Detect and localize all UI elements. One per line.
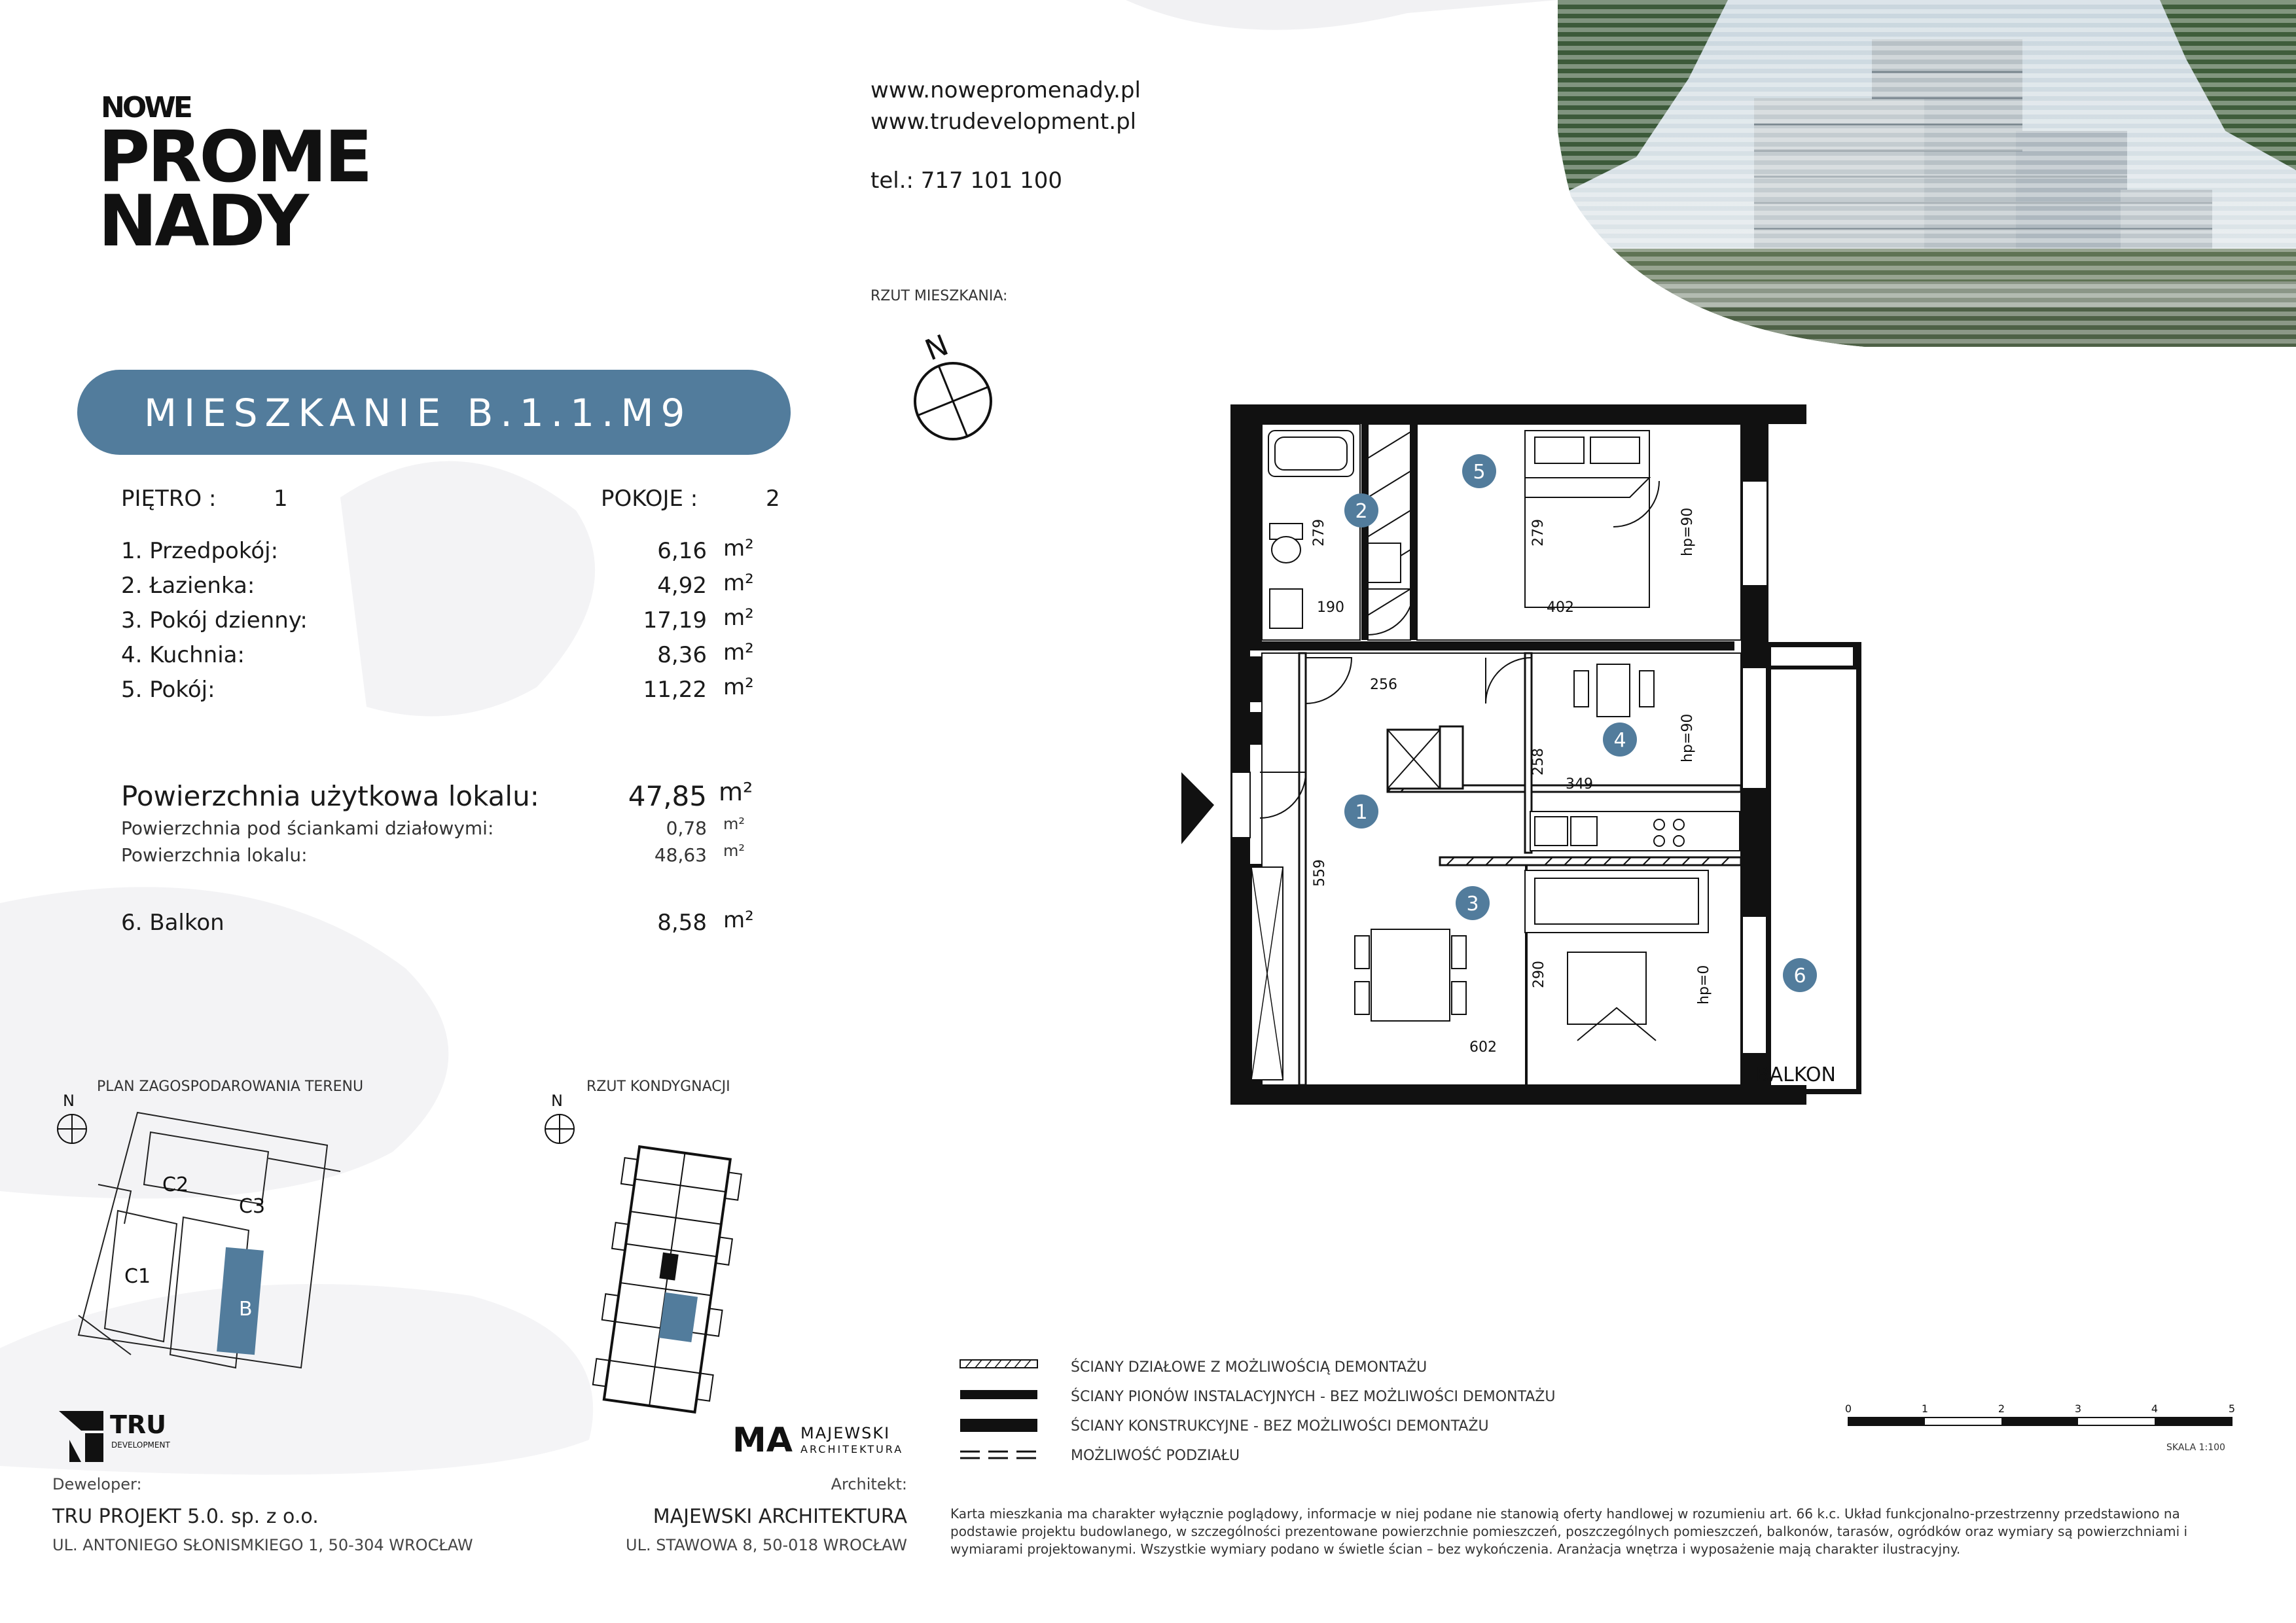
phone-number: tel.: 717 101 100 xyxy=(870,168,1063,194)
building-render-image xyxy=(1558,0,2296,353)
room-1-number: 1 xyxy=(1355,801,1368,824)
logo-line-1: NOWE xyxy=(101,91,190,124)
usable-area-unit: m² xyxy=(719,777,753,806)
balcony-plan-label: BALKON xyxy=(1756,1063,1836,1086)
logo-line-2: PROME xyxy=(98,116,370,198)
dim-living-height: 290 xyxy=(1531,961,1547,988)
usable-area-label: Powierzchnia użytkowa lokalu: xyxy=(121,780,539,812)
logo-line-3: NADY xyxy=(98,181,306,262)
building-floor-plan-map xyxy=(537,1093,753,1433)
room-label: 4. Kuchnia: xyxy=(121,642,245,668)
plan-section-label: RZUT MIESZKANIA: xyxy=(870,288,1008,304)
room-5-number: 5 xyxy=(1473,461,1486,484)
window-height-3: hp=0 xyxy=(1696,965,1712,1005)
room-2-number: 2 xyxy=(1355,500,1368,523)
dim-bathroom-width: 190 xyxy=(1317,599,1344,616)
dim-living-width: 602 xyxy=(1469,1039,1497,1056)
building-c1-label: C1 xyxy=(124,1265,151,1288)
room-unit: m² xyxy=(723,570,754,596)
room-label: 2. Łazienka: xyxy=(121,573,255,599)
room-area: 11,22 xyxy=(643,677,707,703)
developer-address: UL. ANTONIEGO SŁONISMKIEGO 1, 50-304 WROCŁAW xyxy=(52,1536,473,1554)
legend-item: ŚCIANY KONSTRUKCYJNE - BEZ MOŻLIWOŚCI DEMONTAŻU xyxy=(1071,1418,1489,1435)
scale-bar xyxy=(1839,1400,2245,1466)
legend-item: ŚCIANY DZIAŁOWE Z MOŻLIWOŚCIĄ DEMONTAŻU xyxy=(1071,1359,1427,1376)
scale-tick: 4 xyxy=(2151,1402,2159,1415)
majewski-architektura-logo xyxy=(730,1419,913,1458)
balcony-unit: m² xyxy=(723,907,754,933)
room-3-number: 3 xyxy=(1466,893,1479,916)
window-height-2: hp=90 xyxy=(1679,713,1696,762)
room-unit: m² xyxy=(723,674,754,700)
compass-n-label: N xyxy=(920,328,954,368)
rooms-label: POKOJE : xyxy=(601,486,698,512)
room-label: 1. Przedpokój: xyxy=(121,538,279,564)
developer-name: TRU PROJEKT 5.0. sp. z o.o. xyxy=(52,1505,319,1528)
disclaimer-text: Karta mieszkania ma charakter wyłącznie poglądowy, informacje w niej podane nie stanowią oferty handlowej w rozumieniu art. 66 k.c. Układ funkcjonalno-przestrzenny przedstawiono na podstawie projektu budowlanego, w szczególności prezentowane powierzchnie pomieszczeń, poszczególnych pomieszczeń, balkonów, tarasów, ogródków oraz wymiary są powierzchniami i wymiarami projektowanymi. Wszystkie wymiary podano w świetle ścian – bez wykończenia. Aranżacja wnętrza i wyposażenie mają charakter ilustracyjny. xyxy=(950,1506,2188,1557)
scale-tick: 5 xyxy=(2228,1402,2236,1415)
tru-development-logo xyxy=(58,1407,215,1466)
ma-logo-line1: MAJEWSKI xyxy=(800,1424,891,1442)
room-area: 6,16 xyxy=(657,538,707,564)
apartment-title: MIESZKANIE B.1.1.M9 xyxy=(144,391,692,435)
architect-address: UL. STAWOWA 8, 50-018 WROCŁAW xyxy=(626,1536,907,1554)
website-link-2[interactable]: www.trudevelopment.pl xyxy=(870,109,1137,135)
rooms-value: 2 xyxy=(766,486,780,512)
usable-area-value: 47,85 xyxy=(628,780,707,812)
balcony-area: 8,58 xyxy=(657,910,707,936)
legend-swatches xyxy=(959,1355,1044,1472)
tru-logo-sub: DEVELOPMENT xyxy=(111,1440,170,1450)
scale-tick: 1 xyxy=(1921,1402,1929,1415)
ma-logo-line2: ARCHITEKTURA xyxy=(800,1443,904,1455)
site-north-label: N xyxy=(63,1093,75,1110)
site-plan-label: PLAN ZAGOSPODAROWANIA TERENU xyxy=(97,1079,364,1095)
dim-kitchen-height: 258 xyxy=(1530,748,1547,776)
partition-area-unit: m² xyxy=(723,815,745,833)
dim-bedroom-width: 402 xyxy=(1547,599,1574,616)
dim-bathroom-height: 279 xyxy=(1311,519,1327,546)
room-4-number: 4 xyxy=(1613,729,1626,752)
room-unit: m² xyxy=(723,535,754,562)
room-label: 3. Pokój dzienny: xyxy=(121,607,308,633)
floor-value: 1 xyxy=(274,486,288,512)
dim-kitchen-width: 349 xyxy=(1566,776,1593,793)
scale-tick: 3 xyxy=(2074,1402,2082,1415)
dim-hall-height: 559 xyxy=(1312,859,1328,887)
floor-label: PIĘTRO : xyxy=(121,486,217,512)
room-label: 5. Pokój: xyxy=(121,677,215,703)
window-height-1: hp=90 xyxy=(1679,507,1696,556)
scale-label: SKALA 1:100 xyxy=(2166,1442,2225,1453)
partition-area-value: 0,78 xyxy=(666,817,707,839)
room-6-number: 6 xyxy=(1793,965,1806,988)
room-area: 17,19 xyxy=(643,607,707,633)
site-plan-map xyxy=(52,1093,367,1387)
scale-tick: 2 xyxy=(1998,1402,2005,1415)
legend-item: MOŻLIWOŚĆ PODZIAŁU xyxy=(1071,1448,1240,1464)
partition-area-label: Powierzchnia pod ściankami działowymi: xyxy=(121,817,494,839)
website-link-1[interactable]: www.nowepromenady.pl xyxy=(870,77,1141,103)
room-area: 8,36 xyxy=(657,642,707,668)
developer-label: Deweloper: xyxy=(52,1475,142,1493)
dim-hall-width: 256 xyxy=(1370,677,1397,693)
room-unit: m² xyxy=(723,605,754,631)
building-c2-label: C2 xyxy=(162,1173,189,1196)
ma-logo-mark: MA xyxy=(732,1421,793,1458)
total-area-value: 48,63 xyxy=(654,844,707,866)
tru-logo-text: TRU xyxy=(110,1410,167,1439)
floor-plan-label: RZUT KONDYGNACJI xyxy=(586,1079,730,1095)
north-compass-icon xyxy=(903,324,995,448)
room-area: 4,92 xyxy=(657,573,707,599)
apartment-floor-plan xyxy=(1172,393,1878,1113)
apartment-title-banner xyxy=(77,370,791,455)
building-c3-label: C3 xyxy=(239,1195,266,1218)
dim-bedroom-height: 279 xyxy=(1530,519,1547,546)
scale-tick: 0 xyxy=(1844,1402,1852,1415)
total-area-unit: m² xyxy=(723,842,745,860)
apartment-highlight xyxy=(659,1293,698,1342)
nowe-promenady-logo xyxy=(98,88,373,265)
building-b-label: B xyxy=(239,1298,253,1321)
floor-north-label: N xyxy=(551,1093,563,1110)
architect-name: MAJEWSKI ARCHITEKTURA xyxy=(653,1505,907,1528)
total-area-label: Powierzchnia lokalu: xyxy=(121,844,308,866)
balcony-label: 6. Balkon xyxy=(121,910,224,936)
room-unit: m² xyxy=(723,639,754,666)
legend-item: ŚCIANY PIONÓW INSTALACYJNYCH - BEZ MOŻLIWOŚCI DEMONTAŻU xyxy=(1071,1389,1556,1405)
architect-label: Architekt: xyxy=(831,1475,907,1493)
